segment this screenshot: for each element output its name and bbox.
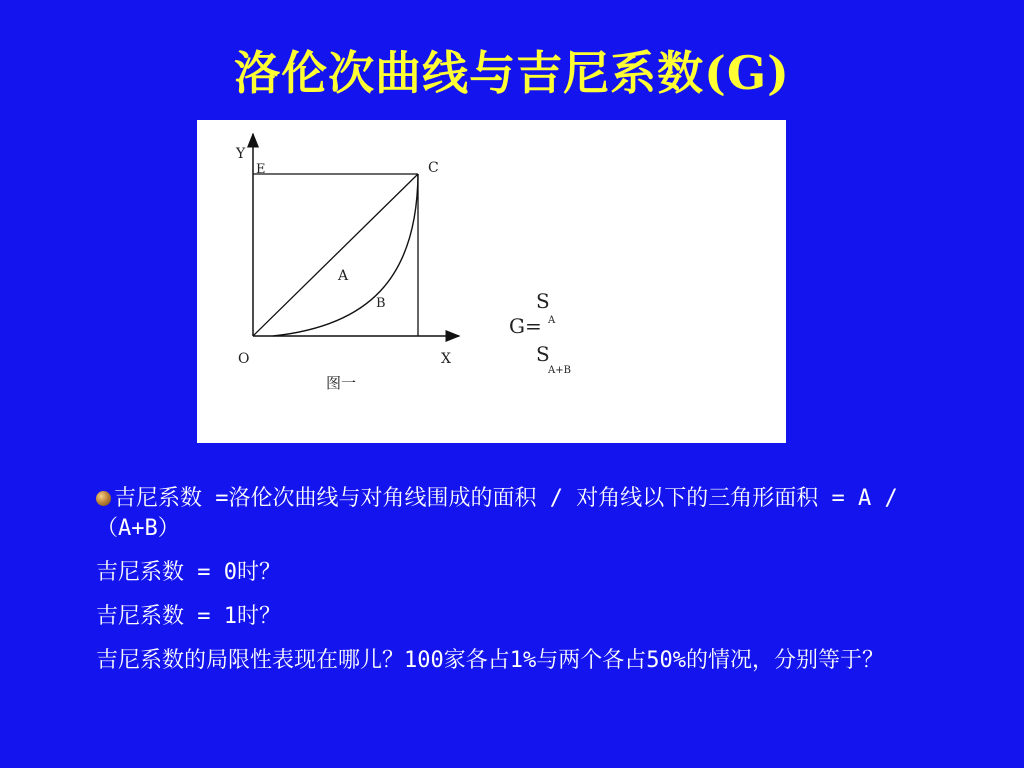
bullet-item (96, 646, 916, 676)
formula-numerator: S (536, 289, 550, 313)
formula-denominator: S (536, 342, 550, 366)
origin-label: O (238, 351, 250, 367)
x-axis-label: X (441, 351, 451, 367)
formula-denominator-subscript: A+B (548, 365, 571, 376)
bullet-item (96, 484, 916, 544)
lorenz-curve (273, 174, 418, 336)
figure-caption: 图一 (326, 374, 357, 392)
equality-diagonal (253, 174, 418, 336)
gini-formula (509, 289, 571, 376)
bullet-list (96, 484, 916, 690)
bullet-text: 吉尼系数 = 0时？ (96, 560, 281, 585)
bullet-text: 吉尼系数 = 1时？ (96, 604, 281, 629)
bullet-text: 吉尼系数的局限性表现在哪儿？100家各占1%与两个各占50%的情况，分别等于？ (96, 648, 884, 673)
formula-lhs: G= (509, 314, 542, 338)
area-b-label: B (376, 296, 386, 311)
point-e-label: E (256, 162, 266, 177)
bullet-item (96, 558, 916, 588)
y-axis-label: Y (236, 146, 246, 162)
point-c-label: C (428, 160, 439, 176)
bronze-ball-bullet-icon (96, 491, 111, 506)
lorenz-diagram (197, 120, 786, 443)
area-a-label: A (338, 268, 349, 284)
formula-numerator-subscript: A (548, 315, 556, 326)
lorenz-figure (197, 120, 786, 443)
bullet-text: 吉尼系数 =洛伦次曲线与对角线围成的面积 / 对角线以下的三角形面积 = A /（A+B） (96, 486, 898, 541)
bullet-item (96, 602, 916, 632)
slide-title: 洛伦次曲线与吉尼系数(G) (234, 46, 790, 100)
